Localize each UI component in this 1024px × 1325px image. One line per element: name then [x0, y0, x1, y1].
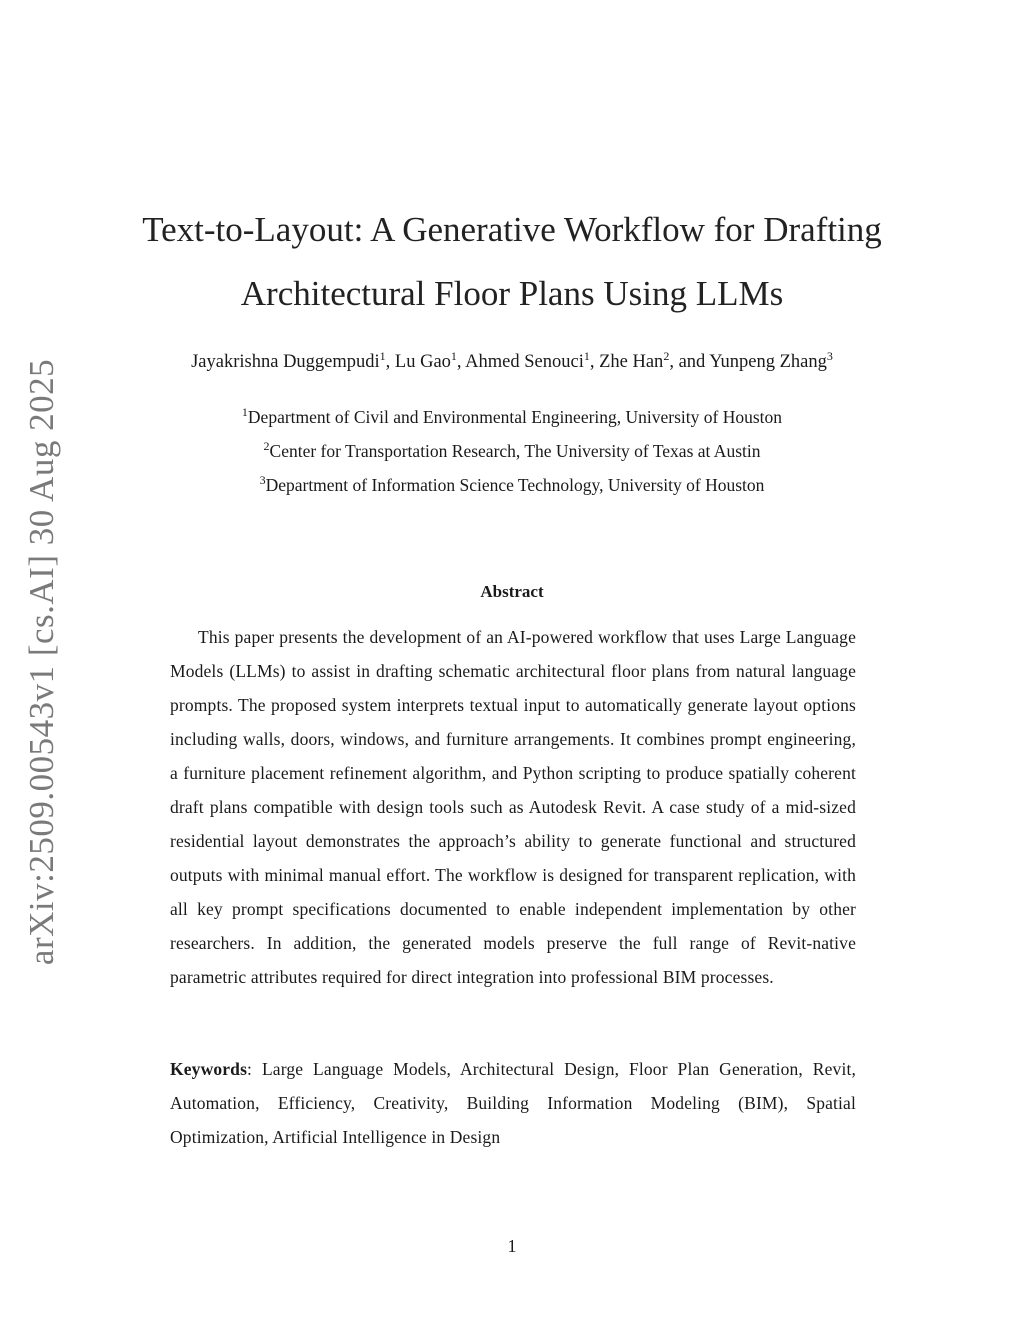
author-affiliation-marker: 2 [663, 349, 670, 363]
affiliation-text: Department of Information Science Technology, University of Houston [265, 475, 765, 495]
author-affiliation-marker: 1 [379, 349, 386, 363]
author-separator: , [589, 352, 600, 372]
affiliation-number: 3 [259, 473, 266, 487]
author-affiliation-marker: 1 [450, 349, 457, 363]
affiliation-number: 2 [263, 439, 270, 453]
keywords-label: Keywords [170, 1059, 248, 1079]
author-affiliation-marker: 1 [583, 349, 590, 363]
author-separator: , and [669, 352, 710, 372]
affiliation-text: Center for Transportation Research, The University of Texas at Austin [269, 441, 761, 461]
author-separator: , [456, 352, 466, 372]
author-list [0, 349, 1024, 373]
page-number: 1 [507, 1236, 517, 1256]
author-affiliation-marker: 3 [826, 349, 833, 363]
affiliation-text: Department of Civil and Environmental Engineering, University of Houston [247, 407, 783, 427]
affiliation [0, 475, 1024, 496]
keywords-text: Large Language Models, Architectural Design, Floor Plan Generation, Revit, Automation, Efficiency, Creativity, Building Information Modeling (BIM), Spatial Optimization, Artificial Intelligence in Design [170, 1059, 856, 1147]
paper-title-line-1: Text-to-Layout: A Generative Workflow for Drafting [142, 210, 882, 249]
author-name: Zhe Han [599, 352, 664, 372]
keywords-paragraph [170, 1052, 856, 1154]
author-name: Lu Gao [394, 352, 451, 372]
affiliation-number: 1 [241, 405, 248, 419]
arxiv-identifier: arXiv:2509.00543v1 [cs.AI] 30 Aug 2025 [22, 358, 61, 966]
paper-title-line-2: Architectural Floor Plans Using LLMs [240, 274, 784, 313]
abstract-heading: Abstract [480, 582, 544, 601]
author-separator: , [385, 352, 395, 372]
abstract-body: This paper presents the development of an AI-powered workflow that uses Large Language Models (LLMs) to assist in drafting schematic architectural floor plans from natural language prompts. The proposed system interprets textual input to automatically generate layout options including walls, doors, windows, and furniture arrangements. It combines prompt engineering, a furniture placement refinement algorithm, and Python scripting to produce spatially coherent draft plans compatible with design tools such as Autodesk Revit. A case study of a mid-sized residential layout demonstrates the approach’s ability to generate functional and structured outputs with minimal manual effort. The workflow is designed for transparent replication, with all key prompt specifications documented to enable independent implementation by other researchers. In addition, the generated models preserve the full range of Revit-native parametric attributes required for direct integration into professional BIM processes. [170, 627, 856, 987]
author-name: Yunpeng Zhang [709, 352, 827, 372]
author-name: Jayakrishna Duggempudi [191, 352, 380, 372]
affiliation [0, 407, 1024, 428]
affiliation [0, 441, 1024, 462]
keywords-separator: : [247, 1059, 262, 1079]
author-name: Ahmed Senouci [465, 352, 584, 372]
